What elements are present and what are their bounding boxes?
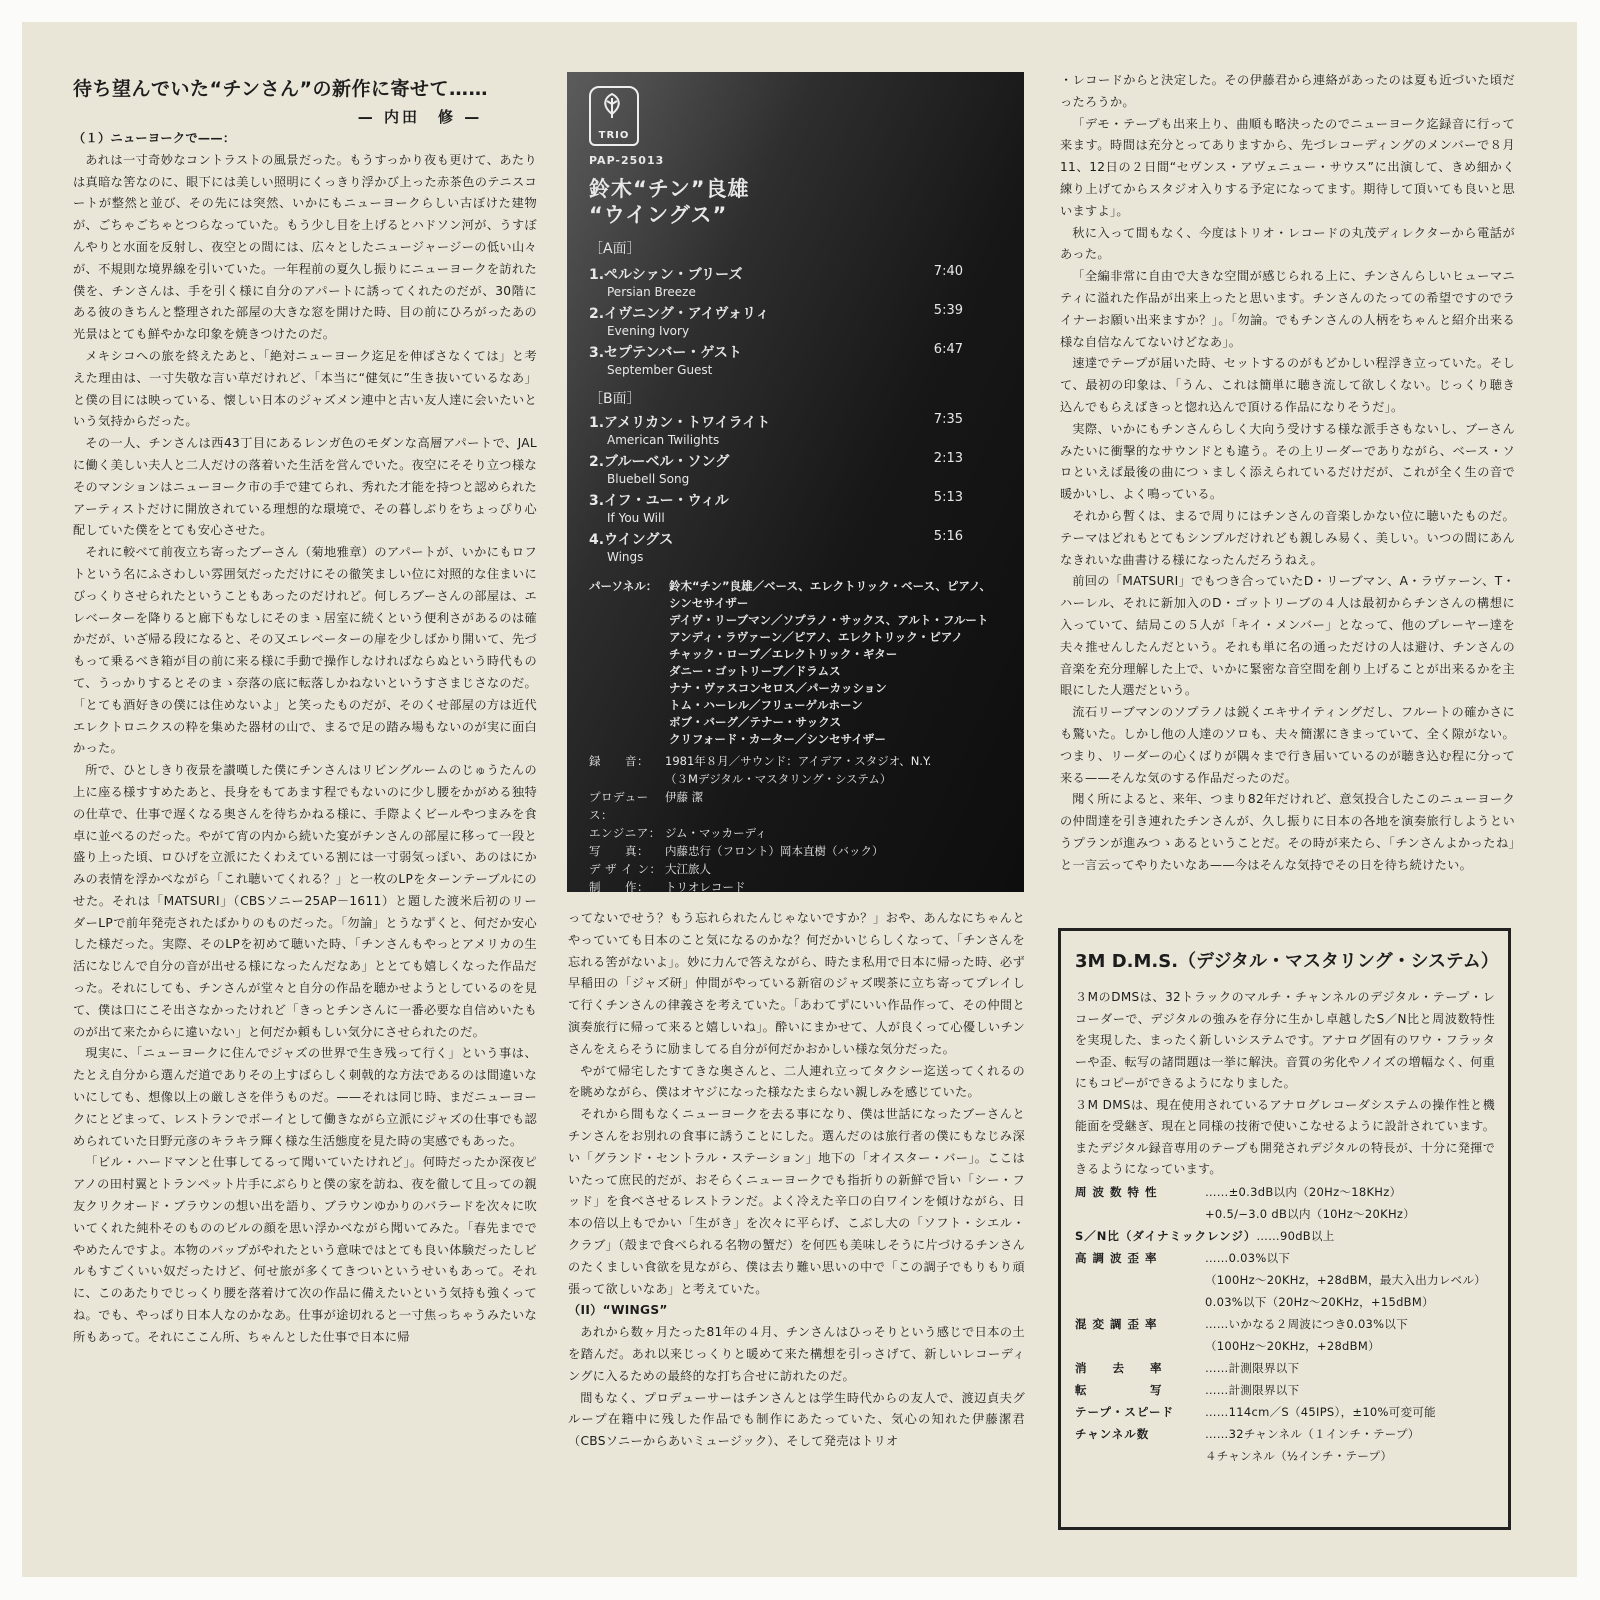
personnel-entry: ボブ・バーグ／テナー・サックス <box>669 715 842 729</box>
track-b4 <box>589 529 999 565</box>
track-title: 3.イフ・ユー・ウィル <box>589 493 729 509</box>
credit-value: ジム・マッカーディ <box>665 826 767 840</box>
personnel-entry: クリフォード・カーター／シンセサイザー <box>669 732 886 746</box>
personnel-entry: ダニー・ゴットリーブ／ドラムス <box>669 664 841 678</box>
middle-column <box>568 908 1025 1453</box>
credit-label: 制 作： <box>589 880 649 894</box>
spec-label: S／N比（ダイナミックレンジ） <box>1075 1228 1257 1243</box>
track-time: 5:13 <box>933 490 963 505</box>
credit-label: 録 音： <box>589 754 649 768</box>
credit-label <box>589 770 665 788</box>
track-title-en: September Guest <box>607 363 713 377</box>
dms-body <box>1075 987 1495 1467</box>
credit-value: 1981年８月／サウンド：アイデア・スタジオ、N.Y. <box>665 754 932 768</box>
dms-paragraph: ３MのDMSは、32トラックのマルチ・チャンネルのデジタル・テープ・レコーダーで、デジタルの強みを存分に生かし卓越したS／N比と周波数特性を実現した、まったく新しいシステムです。アナログ固有のワウ・フラッターや歪、転写の諸問題は一挙に解決。音質の劣化やノイズの増幅なく、何重にもコピーができるようになりました。 <box>1075 990 1495 1090</box>
track-title: 1.アメリカン・トワイライト <box>589 415 771 431</box>
track-title-en: Wings <box>607 550 644 564</box>
track-a3 <box>589 342 999 378</box>
spec-value: ……±0.3dB以内（20Hz～18KHz） <box>1205 1184 1402 1199</box>
spec-value: （100Hz～20KHz，+28dBM，最大入出力レベル） <box>1205 1272 1487 1287</box>
track-b1 <box>589 412 999 448</box>
side-b-label: ［B面］ <box>589 391 641 407</box>
personnel-label: パーソネル： <box>589 579 658 593</box>
spec-label: 周 波 数 特 性 <box>1075 1184 1158 1199</box>
paragraph: 実際、いかにもチンさんらしく大向う受けする様な派手さもないし、ブーさんみたいに衝撃的なサウンドとも違う。その上リーダーでありながら、ベース・ソロといえば最後の曲につゝましく添えられているだけだが、これが全く生の音で暖かいし、よく鳴っている。 <box>1060 421 1515 502</box>
left-column <box>73 128 537 1349</box>
album-info-panel <box>567 72 1024 892</box>
track-title: 1.ペルシァン・ブリーズ <box>589 267 743 283</box>
paragraph: あれから数ヶ月たった81年の４月、チンさんはひっそりという感じで日本の土を踏んだ。あれ以来じっくりと暖めて来た構想を引っさげて、新しいレコーディングに入るための最終的な打ち合せに訪れたのだ。 <box>568 1325 1025 1383</box>
paragraph: やがて帰宅したすてきな奥さんと、二人連れ立ってタクシー迄送ってくれるのを眺めながら、僕はオヤジになった様なたまらない親しみを感じていた。 <box>568 1063 1025 1100</box>
track-time: 2:13 <box>933 451 963 466</box>
spec-value: 0.03%以下（20Hz～20KHz，+15dBM） <box>1205 1294 1434 1309</box>
paragraph: 前回の「MATSURI」でもつき合っていたD・リーブマン、A・ラヴァーン、T・ハーレル、それに新加入のD・ゴットリーブの４人は最初からチンさんの構想に入っていて、結局この５人が「キイ・メンバー」となって、他のプレーヤー達を夫々推せんしたんだという。それも単に名の通っただけの人は避け、チンさんの音楽を充分理解した上で、いかに緊密な音空間を創り上げることが出来るかを主眼にした人選だという。 <box>1060 574 1515 698</box>
track-title: 3.セプテンバー・ゲスト <box>589 345 742 361</box>
paragraph: その一人、チンさんは西43丁目にあるレンガ色のモダンな高層アパートで、JALに働く美しい夫人と二人だけの落着いた生活を営んでいた。夜空にそそり立つ様なそのマンションはニューヨーク市の手で建てられ、秀れた才能を持つと認められたアーティストだけに開放されている理想的な環境で、その暮しぶりをちょっぴり心配していた僕をとても安心させた。 <box>73 436 537 538</box>
track-b3 <box>589 490 999 526</box>
credit-value: （３Mデジタル・マスタリング・システム） <box>665 772 892 786</box>
personnel-entry: チャック・ローブ／エレクトリック・ギター <box>669 647 898 661</box>
track-title-en: Persian Breeze <box>607 285 696 299</box>
section-2-heading: （II）“WINGS” <box>568 1303 668 1318</box>
paragraph: 流石リーブマンのソプラノは鋭くエキサイティングだし、フルートの確かさにも驚いた。しかし他の人達のソロも、夫々簡潔にきまっていて、全く隙がない。つまり、リーダーの心くばりが隅々まで行き届いているのが聴き込む程に分って来る——そんな気のする作品だったのだ。 <box>1060 705 1515 785</box>
track-title: 2.ブルーベル・ソング <box>589 454 730 470</box>
credit-label: エンジニア： <box>589 826 661 840</box>
personnel-entry: 鈴木“チン”良雄／ベース、エレクトリック・ベース、ピアノ、 <box>669 579 992 593</box>
personnel-entry: ナナ・ヴァスコンセロス／パーカッション <box>669 681 887 695</box>
dms-paragraph: ３M DMSは、現在使用されているアナログレコーダシステムの操作性と機能面を受継ぎ、現在と同様の技術で使いこなせるように設計されています。またデジタル録音専用のテープも開発されデジタルの特長が、十分に発揮できるようになっています。 <box>1075 1097 1495 1176</box>
track-title: 4.ウイングス <box>589 532 674 548</box>
track-title-en: Evening Ivory <box>607 324 690 338</box>
paragraph: 所で、ひとしきり夜景を讃嘆した僕にチンさんはリビングルームのじゅうたんの上に座る様すすめたあと、長身をもてあます程でもないのに少し腰をかがめる独特の仕草で、仕事で遅くなる奥さんを待ちかねる様に、手際よくビールやつまみを食卓に並べるのだった。やがて宵の内から続いた宴がチンさんの部屋に移って一段と盛り上った頃、ロひげを立派にたくわえている割には一寸弱気っぽい、あのはにかみの表情を浮かべながら「これ聴いてくれる？」と一枚のLPをターンテーブルにのせた。それは「MATSURI」（CBSソニー25AP－1611）と題した渡米后初のリーダーLPで前年発売されたばかりのものだった。「勿論」とうなずくと、何だか安心した様だった。実際、そのLPを初めて聴いた時、「チンさんもやっとアメリカの生活になじんで自分の音が出せる様になったんだなあ」ととても嬉しくなった作品だった。それにしても、チンさんが堂々と自分の作品を聴かせようとしているのを見て、僕は口にこそ出さなかったけれど「きっとチンさんに一番必要な自信めいたものが出て来たからに違いない」と何だか頼もしい気分にさせられたのだ。 <box>73 763 537 1039</box>
dms-info-box <box>1058 928 1511 1530</box>
track-title: 2.イヴニング・アイヴォリィ <box>589 306 770 322</box>
spec-label: 混 変 調 歪 率 <box>1075 1316 1158 1331</box>
credit-label: デ ザ イ ン： <box>589 862 662 876</box>
paragraph: 「ビル・ハードマンと仕事してるって聞いていたけれど」。何時だったか深夜ピアノの田村翼とトランペット片手にぶらりと僕の家を訪ね、夜を徹して且っての親友クリクオード・ブラウンの想い出を語り、ブラウンゆかりのバラードを次々に吹いてくれた純朴そのもののビルの顔を思い浮かべながら聞いてみた。「春先まででやめたんですよ。本物のバップがやれたという意味ではとても良い体験だったしビルもすごくいい奴だったけど、何せ旅が多くてきついというせいもあって。それに、このあたりでじっくり腰を落着けて次の作品に備えたいという気持も強くってね。でも、やっぱり日本人なのかなあ。仕事が途切れると一寸焦っちゃうみたいな所もあって。それにここん所、ちゃんとした仕事で日本に帰 <box>73 1155 537 1344</box>
track-time: 5:16 <box>933 529 963 544</box>
paragraph: それから暫くは、まるで周りにはチンさんの音楽しかない位に聴いたものだ。テーマはどれもとてもシンプルだけれども親しみ易く、美しい。いつの間にあんなきれいな曲書ける様になったんだろうねえ。 <box>1060 508 1515 567</box>
artist-name: 鈴木“チン”良雄 <box>589 177 750 201</box>
section-1-heading: （１）ニューヨークで——： <box>73 131 236 145</box>
spec-label: 高 調 波 歪 率 <box>1075 1250 1158 1265</box>
track-title-en: Bluebell Song <box>607 472 690 486</box>
spec-label: チャンネル数 <box>1075 1426 1150 1441</box>
paragraph: それから間もなくニューヨークを去る事になり、僕は世話になったブーさんとチンさんをお別れの食事に誘うことにした。選んだのは旅行者の僕にもなじみ深い「グランド・セントラル・ステーション」地下の「オイスター・バー」。ここはいたって庶民的だが、おそらくニューヨークでも指折りの新鮮で旨い「シー・フッド」を食べさせるレストランだ。よく冷えた辛口の白ワインを傾けながら、日本の倍以上もでかい「生がき」を次々に平らげ、こぶし大の「ソフト・シエル・クラブ」（殻まで食べられる名物の蟹だ）を何匹も美味しそうに片づけるチンさんのたくましい食欲を見ながら、僕は去り難い思いの中で「この調子でもりもり頑張って欲しいなあ」と考えていた。 <box>568 1107 1025 1296</box>
spec-value: ４チャンネル（½インチ・テープ） <box>1205 1448 1393 1463</box>
paragraph: 秋に入って間もなく、今度はトリオ・レコードの丸茂ディレクターから電話があった。 <box>1060 225 1515 262</box>
spec-label: 転 写 <box>1075 1382 1163 1397</box>
credit-value: トリオレコード <box>665 880 746 894</box>
spec-value: ……計測限界以下 <box>1205 1360 1300 1375</box>
track-a2 <box>589 303 999 339</box>
paragraph: それに較べて前夜立ち寄ったブーさん（菊地雅章）のアパートが、いかにもロフトという名にふさわしい雰囲気だっただけにその徹笑ましい位に対照的な住まいにびっくりさせられたということもあったのだけれど。何しろブーさんの部屋は、エレベーターを降りると廊下もなしにそのまゝ居室に続くという便利さがあるのは確かだが、いざ帰る段になると、その又エレベーターの扉を少しばかり開いて、先づもって乗るべき箱が目の前に来る様に手動で操作しなければならぬという時代ものて、うっかりするとそのまゝ奈落の底に転落しかねないというすさまじさなのだ。「とても酒好きの僕には住めないよ」と笑ったものだが、そのくせ部屋の方は近代エレクトロニクスの粋を集めた器材の山で、まるで足の踏み場もないのが実に面白かった。 <box>73 545 537 756</box>
personnel-entry: シンセサイザー <box>669 596 749 610</box>
album-title <box>589 176 750 228</box>
credit-value: 大江旅人 <box>665 862 711 876</box>
track-a1 <box>589 264 999 300</box>
right-column <box>1060 70 1515 876</box>
credit-label: プロデュース： <box>589 790 649 822</box>
spec-label: 消 去 率 <box>1075 1360 1163 1375</box>
credits-list <box>589 752 1009 896</box>
track-time: 7:40 <box>933 264 963 279</box>
paragraph: ・レコードからと決定した。その伊藤君から連絡があったのは夏も近づいた頃だったろうか。 <box>1060 73 1515 109</box>
track-b2 <box>589 451 999 487</box>
spec-value: ……90dB以上 <box>1256 1228 1335 1243</box>
spec-value: ……0.03%以下 <box>1205 1250 1291 1265</box>
logo-text: TRIO <box>598 130 630 141</box>
paragraph: 「全編非常に自由で大きな空間が感じられる上に、チンさんらしいヒューマニティに溢れた作品が出来上ったと思います。チンさんのたっての希望ですのでライナーお願い出来ますか？」。「勿論。でもチンさんの人柄をちゃんと紹介出来る様な自信なんてないけどなあ」。 <box>1060 269 1515 349</box>
credit-label: 写 真： <box>589 844 649 858</box>
spec-value: ……いかなる２周波につき0.03%以下 <box>1205 1316 1409 1331</box>
spec-value: ……114cm／S（45IPS），±10%可変可能 <box>1205 1404 1436 1419</box>
side-a-label: ［A面］ <box>589 241 641 257</box>
spec-value: （100Hz～20KHz，+28dBM） <box>1205 1338 1380 1353</box>
spec-value: +0.5/−3.0 dB以内（10Hz～20KHz） <box>1205 1206 1416 1221</box>
paragraph: 聞く所によると、来年、つまり82年だけれど、意気投合したこのニューヨークの仲間達を引き連れたチンさんが、久し振りに日本の各地を演奏旅行しようというプランが進みつゝあるということだ。その時が来たら、「チンさんよかったね」と一言云ってやりたいなあ——今はそんな気持でその日を待ち続けたい。 <box>1060 792 1515 872</box>
dms-title: 3M D.M.S.（デジタル・マスタリング・システム） <box>1075 951 1499 972</box>
track-title-en: If You Will <box>607 511 665 525</box>
track-title-en: American Twilights <box>607 433 720 447</box>
personnel-entry: アンディ・ラヴァーン／ピアノ、エレクトリック・ピアノ <box>669 630 963 644</box>
paragraph: メキシコへの旅を終えたあと、「絶対ニューヨーク迄足を伸ばさなくては」と考えた理由は、一寸失敬な言い草だけれど、「本当に“健気に”生き抜いているなあ」と僕の目には映っている、懐しい日本のジャズメン連中と古い友人達に会いたいという気持からだった。 <box>73 348 537 429</box>
paragraph: 現実に、「ニューヨークに住んでジャズの世界で生き残って行く」という事は、たとえ自分から選んだ道でありその上すばらしく刺戟的な方法であるのは間違いないにしても、想像以上の厳しさを伴うものだ。——それは同じ時、まだニューヨークにとどまって、レストランでボーイとして働きながら立派にジャズの仕事でも認められていた日野元彦のキラキラ輝く様な生活態度を見た時の実感でもあった。 <box>73 1046 537 1148</box>
track-time: 5:39 <box>933 303 963 318</box>
article-author: — 内田 修 — <box>357 108 483 126</box>
catalog-number: PAP-25013 <box>589 154 665 167</box>
paragraph: あれは一寸奇妙なコントラストの風景だった。もうすっかり夜も更けて、あたりは真暗な筈なのに、眼下には美しい照明にくっきり浮かび上った赤茶色のテニスコートが整然と並び、その先には突然、いかにもニューヨークらしい古ぼけた建物が、ごちゃごちゃとつらなっていた。もう少し目を上げるとハドソン河が、うすぼんやりと水面を反射し、夜空との間には、広々としたニュージャージーの低い山々が、不規則な境界線を引いていた。一年程前の夏久し振りにニューヨークを訪れた僕を、チンさんは、手を引く様に自分のアパートに誘ってくれたのだが、30階にある彼のきちんと整理された部屋の大きな窓を開けた時、目の前にひろがったあの光景はとても鮮やかな印象を焼きつけたのだ。 <box>73 152 537 342</box>
credit-value: 内藤忠行（フロント）岡本直樹（バック） <box>665 844 884 858</box>
album-name: “ウイングス” <box>589 203 728 227</box>
track-time: 6:47 <box>933 342 963 357</box>
paragraph: 「デモ・テープも出来上り、曲順も略決ったのでニューヨーク迄録音に行って来ます。時間は充分とってありますから、先づレコーディングのメンバーで８月11、12日の２日間“セヴンス・アヴェニュー・サウス”に出演して、きめ細かく練り上げてからスタジオ入りする予定になってます。期待して頂いても良いと思いますよ」。 <box>1060 116 1515 218</box>
personnel-entry: デイヴ・リーブマン／ソプラノ・サックス、アルト・フルート <box>669 613 989 627</box>
paragraph: 速達でテープが届いた時、セットするのがもどかしい程浮き立っていた。そして、最初の印象は、「うん、これは簡単に聴き流して欲しくない。じっくり聴き込んでもらえばきっと惚れ込んで頂ける作品になりそうだ」。 <box>1060 356 1515 414</box>
trio-logo <box>589 86 639 146</box>
article-heading: 待ち望んでいた“チンさん”の新作に寄せて…… <box>73 78 489 100</box>
paragraph: 間もなく、プロデューサーはチンさんとは学生時代からの友人で、渡辺貞夫グループ在籍中に残した作品でも制作にあたっていた、気心の知れた伊藤潔君（CBSソニーからあいミュージック）、そして発売はトリオ <box>568 1390 1025 1449</box>
track-time: 7:35 <box>933 412 963 427</box>
paragraph: ってないでせう？もう忘れられたんじゃないですか？」おや、あんなにちゃんとやっていても日本のこと気になるのかな？何だかいじらしくなって、「チンさんを忘れる筈がないよ」。妙に力んで答えながら、時たま私用で日本に帰った時、必ず早稲田の「ジャズ研」仲間がやっている新宿のジャズ喫茶に立ち寄ってプレイして行くチンさんの律義さを考えていた。「あわてずにいい作品作って、その仲間と演奏旅行に帰って来ると嬉しいね」。酔いにまかせて、人が良くって心優しいチンさんをえらそうに励ましてる自分が何だかおかしい様な気分だった。 <box>568 911 1025 1056</box>
leaf-icon <box>600 92 624 120</box>
spec-label: テープ・スピード <box>1075 1404 1174 1419</box>
spec-value: ……計測限界以下 <box>1205 1382 1300 1397</box>
personnel-list <box>589 578 1009 748</box>
spec-value: ……32チャンネル（１インチ・テープ） <box>1205 1426 1420 1441</box>
personnel-entry: トム・ハーレル／フリューゲルホーン <box>669 698 863 712</box>
credit-value: 伊藤 潔 <box>665 790 704 804</box>
